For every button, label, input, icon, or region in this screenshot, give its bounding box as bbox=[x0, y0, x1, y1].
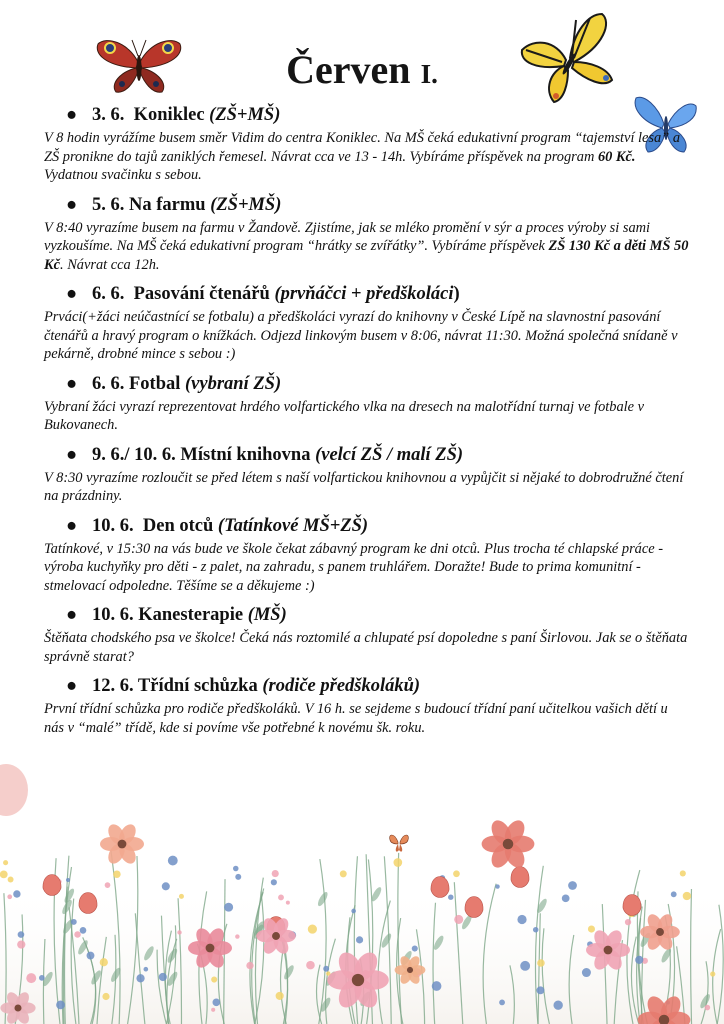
event-description bbox=[44, 398, 690, 435]
desc-text: První třídní schůzka pro rodiče předškoláků. V 16 h. se sejdeme s budoucí třídní paní učitelkou vašich dětí u nás v “malé” třídě, kde si povíme vše potřebné k novému šk. roku. bbox=[44, 701, 668, 736]
event-date: 5. 6. bbox=[92, 194, 125, 215]
event-name: Pasování čtenářů bbox=[133, 284, 270, 304]
event-item bbox=[44, 604, 690, 666]
event-item bbox=[44, 373, 690, 435]
event-name: Koniklec bbox=[133, 105, 205, 125]
bullet-icon: ● bbox=[66, 676, 78, 696]
page-title-main: Červen bbox=[286, 47, 411, 92]
event-description bbox=[44, 129, 690, 185]
event-audience-part: + bbox=[346, 284, 367, 304]
event-name: Na farmu bbox=[129, 194, 206, 215]
event-title bbox=[44, 675, 690, 698]
event-item bbox=[44, 104, 690, 185]
event-item bbox=[44, 515, 690, 596]
pink-petal-corner bbox=[0, 764, 28, 816]
desc-text: Tatínkové, v 15:30 na vás bude ve škole čekat zábavný program ke dni otců. Plus trocha té chlapské práce - výroba kuchyňky pro děti - z palet, na zahradu, s panem truhlářem. Doražte! Bude to prima komunitní - stmelovací odpoledne. Těšíme se a děkujeme :) bbox=[44, 540, 664, 594]
event-audience: (ZŠ+MŠ) bbox=[210, 194, 282, 215]
event-name: Den otců bbox=[142, 515, 214, 536]
event-title bbox=[44, 104, 690, 127]
event-description bbox=[44, 540, 690, 596]
event-description bbox=[44, 700, 690, 737]
event-description bbox=[44, 629, 690, 666]
event-audience: (rodiče předškoláků) bbox=[262, 676, 421, 696]
event-audience-part: (prvňáčci bbox=[274, 284, 347, 304]
desc-text: V 8:30 vyrazíme rozloučit se před létem s naší volfartickou knihovnou a vypůjčit si nějaké to dobrodružné čtení na prázdniny. bbox=[44, 469, 684, 504]
small-butterfly-icon bbox=[390, 835, 409, 852]
event-date: 9. 6./ 10. 6. bbox=[92, 444, 176, 465]
event-title bbox=[44, 604, 690, 627]
page-title bbox=[0, 46, 724, 98]
event-name: Fotbal bbox=[129, 373, 181, 394]
event-description bbox=[44, 469, 690, 506]
event-item bbox=[44, 675, 690, 737]
event-title bbox=[44, 515, 690, 538]
desc-text-bold: ZŠ 130 Kč a děti MŠ 50 Kč bbox=[44, 238, 689, 273]
event-item bbox=[44, 444, 690, 506]
desc-text: . Návrat cca 12h. bbox=[60, 256, 160, 273]
desc-text-bold: 60 Kč. bbox=[597, 148, 636, 165]
event-date: 6. 6. bbox=[92, 284, 125, 304]
event-date: 12. 6. bbox=[92, 676, 134, 696]
bullet-icon: ● bbox=[66, 515, 78, 536]
bullet-icon: ● bbox=[66, 373, 78, 394]
event-title bbox=[44, 444, 690, 467]
bullet-icon: ● bbox=[66, 194, 78, 215]
event-name: Třídní schůzka bbox=[137, 676, 258, 696]
event-audience-part: ) bbox=[453, 284, 460, 304]
event-date: 3. 6. bbox=[92, 105, 125, 125]
event-description bbox=[44, 219, 690, 275]
event-title bbox=[44, 194, 690, 217]
event-name: Místní knihovna bbox=[180, 444, 311, 465]
bullet-icon: ● bbox=[66, 444, 78, 465]
event-date: 10. 6. bbox=[92, 605, 134, 625]
desc-text: Štěňata chodského psa ve školce! Čeká nás roztomilé a chlupaté psí dopoledne s paní Širlovou. Jak se o štěňata správně starat? bbox=[44, 630, 688, 665]
desc-text: Vybraní žáci vyrazí reprezentovat hrdého volfartického vlka na dresech na malotřídní turnaj ve fotbale v Bukovanech. bbox=[44, 398, 645, 433]
desc-text: Prváci(+žáci neúčastnící se fotbalu) a předškoláci vyrazí do knihovny v České Lípě na slavnostní pasování čtenářů a hravý program o knížkách. Odjezd linkovým busem v 8:06, návrat 11:30. Možná společná snídaně v pekárně, drobné mince s sebou :) bbox=[44, 309, 678, 362]
desc-text: Vydatnou svačinku s sebou. bbox=[44, 167, 202, 183]
event-title bbox=[44, 373, 690, 396]
bullet-icon: ● bbox=[66, 105, 78, 125]
page-title-suffix: I. bbox=[420, 59, 438, 89]
event-item bbox=[44, 194, 690, 275]
event-audience: (vybraní ZŠ) bbox=[185, 373, 282, 394]
event-audience: (velcí ZŠ / malí ZŠ) bbox=[315, 444, 464, 465]
events-list bbox=[44, 104, 690, 746]
event-audience: (Tatínkové MŠ+ZŠ) bbox=[217, 515, 369, 536]
event-date: 10. 6. bbox=[92, 515, 134, 536]
bullet-icon: ● bbox=[66, 284, 78, 304]
event-audience: (MŠ) bbox=[247, 605, 287, 625]
desc-text: V 8:40 vyrazíme busem na farmu v Žandově. Zjistíme, jak se mléko promění v sýr a proces výroby si sami vyzkoušíme. Na MŠ čeká edukativní program “hrátky se zvířátky”. Vybíráme příspěvek bbox=[44, 219, 651, 254]
desc-text: V 8 hodin vyrážíme busem směr Vidim do centra Koniklec. Na MŠ čeká edukativní program “tajemství lesa” a ZŠ pronikne do tajů zaniklých řemesel. Návrat cca ve 13 - 14h. Vybíráme příspěvek na program bbox=[44, 130, 681, 165]
wildflower-meadow-illustration bbox=[0, 760, 724, 1024]
event-item bbox=[44, 283, 690, 364]
event-name: Kanesterapie bbox=[138, 605, 244, 625]
event-audience: (ZŠ+MŠ) bbox=[209, 105, 281, 125]
bullet-icon: ● bbox=[66, 605, 78, 625]
event-title bbox=[44, 283, 690, 306]
event-date: 6. 6. bbox=[92, 373, 125, 394]
event-audience-part: předškoláci bbox=[366, 284, 454, 304]
event-description bbox=[44, 308, 690, 364]
